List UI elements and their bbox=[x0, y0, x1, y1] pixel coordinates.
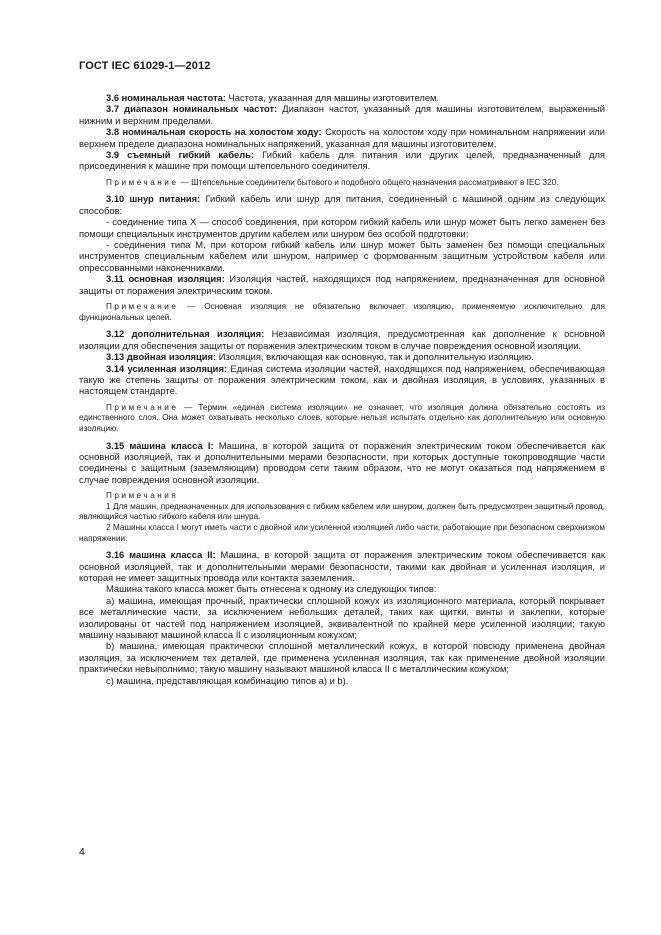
class-ii-type-a: а) машина, имеющая прочный, практически сплошной кожух из изоляционного материала, который покрывает все металлические части, за исключением небольших деталей, таких как щитки, винты и заклепки, которые изолированы от частей под напряжением изоляцией, эквивалентной по крайней мере усиленной изоляции; такую машину называют машиной класса II с изоляционным кожухом; bbox=[79, 594, 605, 640]
definition-3-8: 3.8 номинальная скорость на холостом ходу: Скорость на холостом ходу при номинальном напряжении или верхнем пределе диапазона номинальных напряжений, указанная для машины изготовителем. bbox=[79, 126, 606, 149]
document-body bbox=[79, 92, 605, 686]
term: 3.6 номинальная частота: bbox=[106, 92, 226, 103]
class-ii-types-intro: Машина такого класса может быть отнесена к одному из следующих типов: bbox=[106, 583, 437, 595]
definition-3-15: 3.15 машина класса I: Машина, в которой защита от поражения электрическим током обеспечивается как основной изоляцией, так и дополнительными мерами безопасности, при которых доступные токопроводящие части соединены с защитным (заземляющим) проводом сети таким образом, что не могут оказаться под напряжением в случае повреждения основной изоляции. bbox=[79, 439, 605, 485]
connection-type-x: - соединение типа X — способ соединения, при котором гибкий кабель или шнур может быть легко заменен без помощи специальных инструментов другим кабелем или шнуром без особой подготовки; bbox=[79, 216, 605, 239]
definition-3-12: 3.12 дополнительная изоляция: Независимая изоляция, предусмотренная как дополнение к основной изоляции для обеспечения защиты от поражения электрическим током в случае повреждения основной изоляции. bbox=[79, 328, 605, 351]
definition-3-16: 3.16 машина класса II: Машина, в которой защита от поражения электрическим током обеспечивается как основной изоляцией, так и дополнительными мерами безопасности, такими как двойная и усиленная изоляция, и которая не имеет защитных провода или контакта заземления. bbox=[79, 549, 606, 583]
class-ii-type-b: b) машина, имеющая практически сплошной металлический кожух, в которой повсюду применена двойная изоляция, за исключением тех деталей, где применена усиленная изоляция, так как применение двойной изоляции практически невыполнимо; такую машину называют машиной класса II с металлическим кожухом; bbox=[79, 640, 605, 675]
connection-type-m: - соединения типа M, при котором гибкий кабель или шнур может быть заменен без помощи специальных инструментов специальным кабелем или шнуром, например с формованным защитным устройством кабеля или опрессованными наконечниками. bbox=[79, 239, 605, 273]
term: 3.7 диапазон номинальных частот: bbox=[106, 103, 278, 115]
term: 3.15 машина класса I: bbox=[106, 439, 214, 451]
term: 3.10 шнур питания: bbox=[106, 193, 201, 205]
page-number: 4 bbox=[79, 846, 85, 858]
term: 3.13 двойная изоляция: bbox=[106, 351, 217, 363]
term: 3.9 съемный гибкий кабель: bbox=[106, 149, 255, 161]
note-3-15-2: 2 Машины класса I могут иметь части с двойной или усиленной изоляцией либо части, работающие при безопасном сверхнизком напряжении. bbox=[79, 522, 605, 543]
class-ii-type-c: с) машина, представляющая комбинацию типов а) и b). bbox=[106, 674, 349, 686]
term: 3.11 основная изоляция: bbox=[106, 273, 225, 285]
definition-3-6: 3.6 номинальная частота: Частота, указанная для машины изготовителем. bbox=[106, 92, 440, 103]
note-3-11: Примечание — Основная изоляция не обязательно включает изоляцию, применяемую исключительно для функциональных целей. bbox=[79, 302, 605, 322]
definition-3-14: 3.14 усиленная изоляция: Единая система изоляции частей, находящихся под напряжением, обеспечивающая такую же степень защиты от поражения электрическим током, как и двойная изоляция, в условиях, указанных в настоящем стандарте. bbox=[79, 362, 605, 397]
note-3-14: Примечание — Термин «единая система изоляции» не означает, что изоляция должна обязательно состоять из единственного слоя. Она может охватывать несколько слоев, которые нельзя испытать отдельно как дополнительную или основную изоляцию. bbox=[79, 402, 605, 433]
definition-3-10: 3.10 шнур питания: Гибкий кабель или шнур для питания, соединенный с машиной одним из следующих способов: bbox=[79, 193, 606, 216]
note-3-15-1: 1 Для машин, предназначенных для использования с гибким кабелем или шнуром, должен быть предусмотрен защитный провод, являющийся частью гибкого кабеля или шнура. bbox=[79, 501, 605, 522]
definition-3-13: 3.13 двойная изоляция: Изоляция, включающая как основную, так и дополнительную изоляцию. bbox=[106, 351, 534, 363]
definition-3-11: 3.11 основная изоляция: Изоляция частей, находящихся под напряжением, предназначенная для основной защиты от поражения электрическим током. bbox=[79, 273, 605, 296]
term: 3.14 усиленная изоляция: bbox=[106, 362, 228, 374]
definition-3-7: 3.7 диапазон номинальных частот: Диапазон частот, указанный для машины изготовителем, выраженный нижним и верхним пределами. bbox=[79, 103, 605, 126]
note-3-9: Примечание — Штепсельные соединители бытового и подобного общего назначения рассматривают в IEC 320. bbox=[106, 177, 559, 187]
term: 3.16 машина класса II: bbox=[106, 549, 216, 561]
notes-heading: Примечания bbox=[106, 491, 179, 501]
definition-3-9: 3.9 съемный гибкий кабель: Гибкий кабель для питания или других целей, предназначенный для присоединения к машине при помощи штепсельного соединителя. bbox=[79, 149, 605, 172]
term: 3.8 номинальная скорость на холостом ходу: bbox=[106, 126, 322, 138]
document-header: ГОСТ IEC 61029-1—2012 bbox=[79, 60, 211, 72]
term: 3.12 дополнительная изоляция: bbox=[106, 328, 265, 340]
